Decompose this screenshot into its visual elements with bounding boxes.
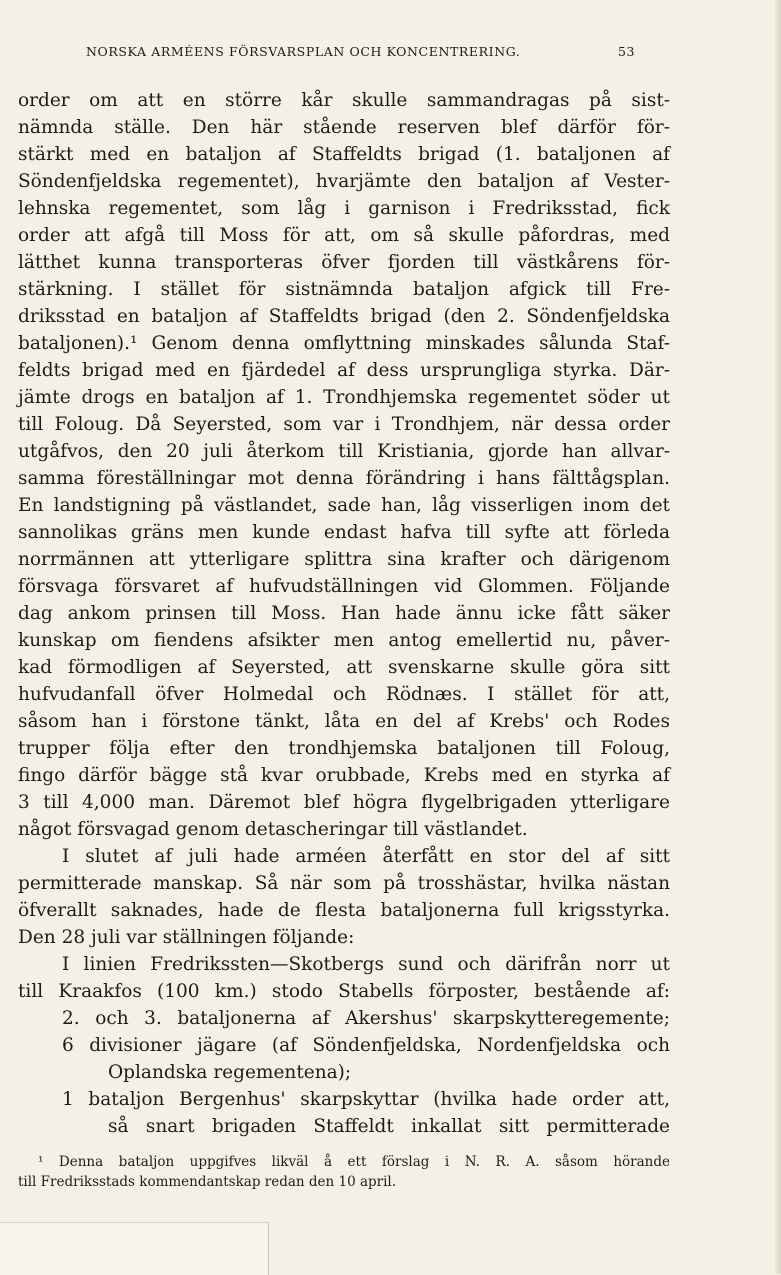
text-line: sannolikas gräns men kunde endast hafva till syfte att förleda	[18, 522, 670, 543]
text-line: försvaga försvaret af hufvudställningen vid Glommen. Följande	[18, 576, 670, 597]
text-line: Söndenfjeldska regementet), hvarjämte den bataljon af Vester-	[18, 171, 670, 192]
text-line: dag ankom prinsen till Moss. Han hade ännu icke fått säker	[18, 603, 670, 624]
text-line: bataljonen).¹ Genom denna omflyttning minskades sålunda Staf-	[18, 333, 670, 354]
text-line: kad förmodligen af Seyersted, att svenskarne skulle göra sitt	[18, 657, 670, 678]
text-line: utgåfvos, den 20 juli återkom till Kristiania, gjorde han allvar-	[18, 441, 670, 462]
page-number: 53	[618, 44, 636, 59]
text-line: 3 till 4,000 man. Däremot blef högra flygelbrigaden ytterligare	[18, 792, 670, 813]
footnote-line: ¹ Denna bataljon uppgifves likväl å ett förslag i N. R. A. såsom hörande	[38, 1154, 670, 1170]
text-line: samma föreställningar mot denna förändring i hans fälttågsplan.	[18, 468, 670, 489]
list-item: 1 bataljon Bergenhus' skarpskyttar (hvilka hade order att,	[62, 1089, 670, 1110]
text-line: trupper följa efter den trondhjemska bataljonen till Foloug,	[18, 738, 670, 759]
text-line: hufvudanfall öfver Holmedal och Rödnæs. I stället för att,	[18, 684, 670, 705]
text-line: norrmännen att ytterligare splittra sina krafter och därigenom	[18, 549, 670, 570]
text-line: order att afgå till Moss för att, om så skulle påfordras, med	[18, 225, 670, 246]
text-line: något försvagad genom detascheringar till västlandet.	[18, 819, 528, 840]
text-line: öfverallt saknades, hade de flesta bataljonerna full krigsstyrka.	[18, 900, 670, 921]
list-item: 6 divisioner jägare (af Söndenfjeldska, Nordenfjeldska och	[62, 1035, 670, 1056]
text-line: I slutet af juli hade arméen återfått en stor del af sitt	[62, 846, 670, 867]
footnote-line: till Fredriksstads kommendantskap redan den 10 april.	[18, 1174, 397, 1190]
page-edge	[775, 0, 781, 1274]
list-item-continuation: så snart brigaden Staffeldt inkallat sitt permitterade	[108, 1116, 670, 1137]
text-line: I linien Fredrikssten—Skotbergs sund och därifrån norr ut	[62, 954, 670, 975]
text-line: stärkt med en bataljon af Staffeldts brigad (1. bataljonen af	[18, 144, 670, 165]
text-line: feldts brigad med en fjärdedel af dess ursprungliga styrka. Där-	[18, 360, 670, 381]
text-line: En landstigning på västlandet, sade han, låg visserligen inom det	[18, 495, 670, 516]
text-line: fingo därför bägge stå kvar orubbade, Krebs med en styrka af	[18, 765, 670, 786]
text-line: kunskap om fiendens afsikter men antog emellertid nu, påver-	[18, 630, 670, 651]
text-line: order om att en större kår skulle sammandragas på sist-	[18, 90, 670, 111]
text-line: till Foloug. Då Seyersted, som var i Trondhjem, när dessa order	[18, 414, 670, 435]
text-line: permitterade manskap. Så när som på trosshästar, hvilka nästan	[18, 873, 670, 894]
text-line: såsom han i förstone tänkt, låta en del af Krebs' och Rodes	[18, 711, 670, 732]
text-line: lätthet kunna transporteras öfver fjorden till västkårens för-	[18, 252, 670, 273]
text-line: nämnda ställe. Den här stående reserven blef därför för-	[18, 117, 670, 138]
text-line: driksstad en bataljon af Staffeldts brigad (den 2. Söndenfjeldska	[18, 306, 670, 327]
list-item: 2. och 3. bataljonerna af Akershus' skarpskytteregemente;	[62, 1008, 670, 1029]
text-line: jämte drogs en bataljon af 1. Trondhjemska regementet söder ut	[18, 387, 670, 408]
list-item-continuation: Oplandska regementena);	[108, 1062, 352, 1083]
text-line: lehnska regementet, som låg i garnison i Fredriksstad, fick	[18, 198, 670, 219]
running-header	[86, 44, 646, 59]
scan-artifact	[0, 1222, 269, 1275]
text-line: stärkning. I stället för sistnämnda bataljon afgick till Fre-	[18, 279, 670, 300]
running-title: NORSKA ARMÉENS FÖRSVARSPLAN OCH KONCENTRERING.	[86, 44, 521, 59]
text-line: Den 28 juli var ställningen följande:	[18, 927, 355, 948]
text-line: till Kraakfos (100 km.) stodo Stabells förposter, bestående af:	[18, 981, 670, 1002]
